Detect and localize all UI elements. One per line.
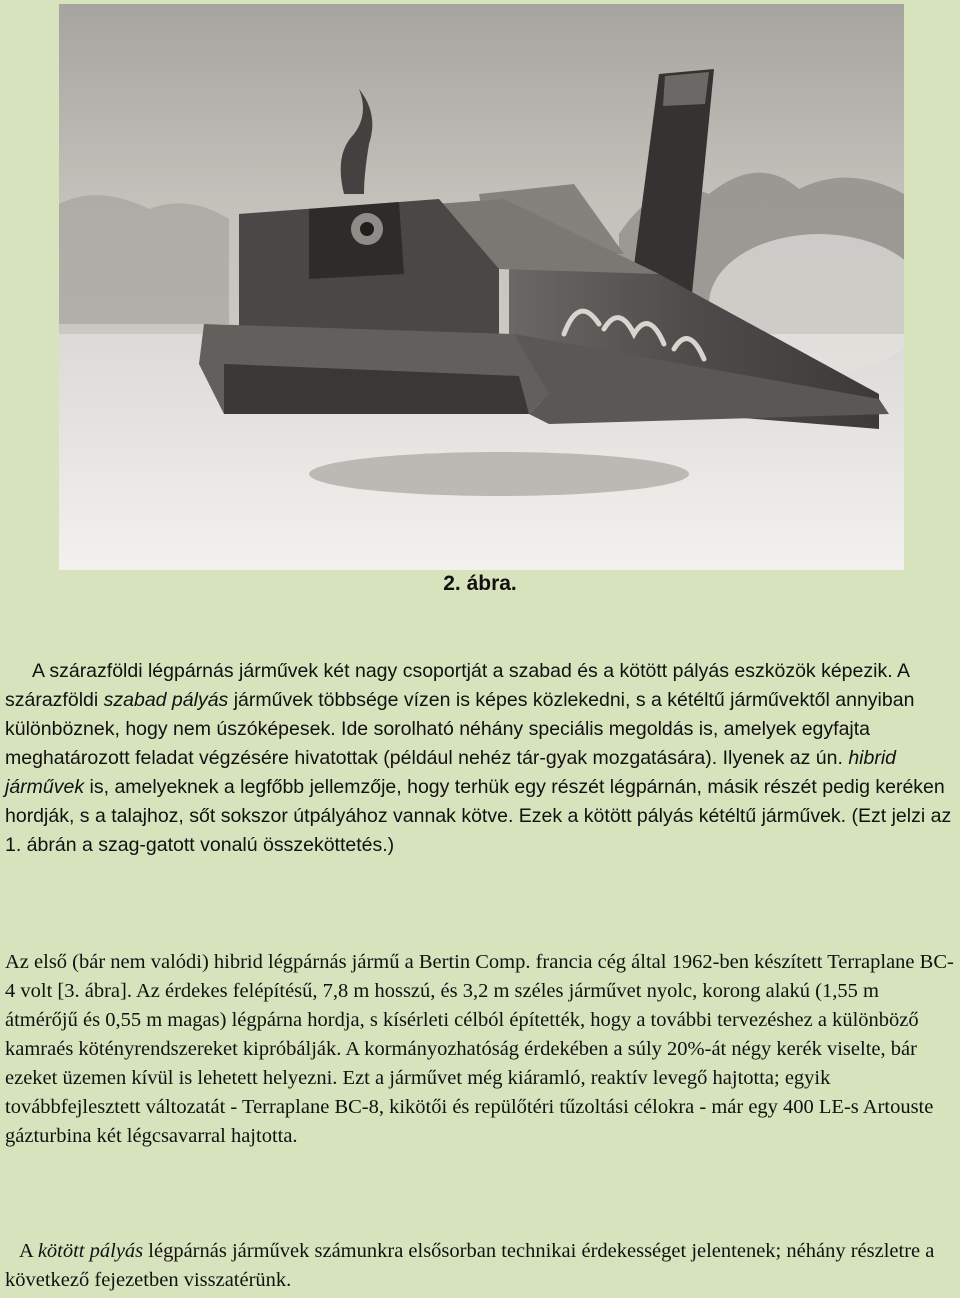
- paragraph-terraplane: [5, 948, 955, 1151]
- p1-emphasis-szabad: szabad pályás: [103, 689, 229, 711]
- p1-text-c: is, amelyeknek a legfőbb jellemzője, hogy terhük egy részét légpárnán, másik részét pedig keréken hordják, s a talajhoz, sőt sokszor útpályához vannak kötve. Ezek a kötött pályás kétéltű járművek. (Ezt jelzi az 1. ábrán a szag-gatott vonalú összeköttetés.): [5, 776, 952, 856]
- p2-text-a: Az első (bár nem valódi) hibrid légpárnás jármű a Bertin Comp. francia cég által 1962-ben készített Terraplane BC-4 volt [3. ábra].: [5, 951, 954, 1002]
- hovercraft-photo: [59, 4, 904, 570]
- p1-emphasis-hibrid: hibrid járművek: [5, 747, 897, 798]
- p2-text-d: Ezt a járművet még kiáramló, reaktív levegő hajtotta; egyik továbbfejlesztett változatát - Terraplane BC-8, kikötői és repülőtéri tűzoltási célokra - már egy 400 LE-s Artouste gázturbina két légcsavarral hajtotta.: [5, 1067, 934, 1147]
- p1-text-a: A szárazföldi légpárnás járművek két nagy csoportját a szabad és a kötött pályás eszközök képezik. A szárazföldi: [5, 660, 909, 711]
- p3-text-b: légpárnás járművek számunkra elsősorban technikai érdekességet jelentenek; néhány részletre a következő fejezetben visszatérünk.: [5, 1240, 935, 1291]
- figure-caption: 2. ábra.: [443, 572, 517, 595]
- p3-text-a: A: [19, 1240, 38, 1262]
- p2-text-c: A kormányozhatóság érdekében a súly 20%-át négy kerék viselte, bár ezeket üzemen kívül is lehetett helyezni.: [5, 1038, 917, 1089]
- p3-emphasis-kotott: kötött pályás: [37, 1240, 144, 1262]
- paragraph-land-hovercraft: [5, 657, 955, 860]
- p2-text-b: Az érdekes felépítésű, 7,8 m hosszú, és 3,2 m széles járművet nyolc, korong alakú (1,55 m átmérőjű és 0,55 m magas) légpárna hordja, s kísérleti célból építették, hogy a további tervezéshez a különböző kamraés kötényrendszereket kipróbálják.: [5, 980, 919, 1060]
- paragraph-fixed-track: [5, 1237, 955, 1295]
- p1-text-b: járművek többsége vízen is képes közlekedni, s a kétéltű járművektől annyiban különböznek, hogy nem úszóképesek. Ide sorolható néhány speciális megoldás is, amelyek egyfajta meghatározott feladat végzésére hivatottak (például nehéz tár-gyak mozgatására). Ilyenek az ún.: [5, 689, 915, 769]
- hovercraft-photo-graphic: [59, 4, 904, 570]
